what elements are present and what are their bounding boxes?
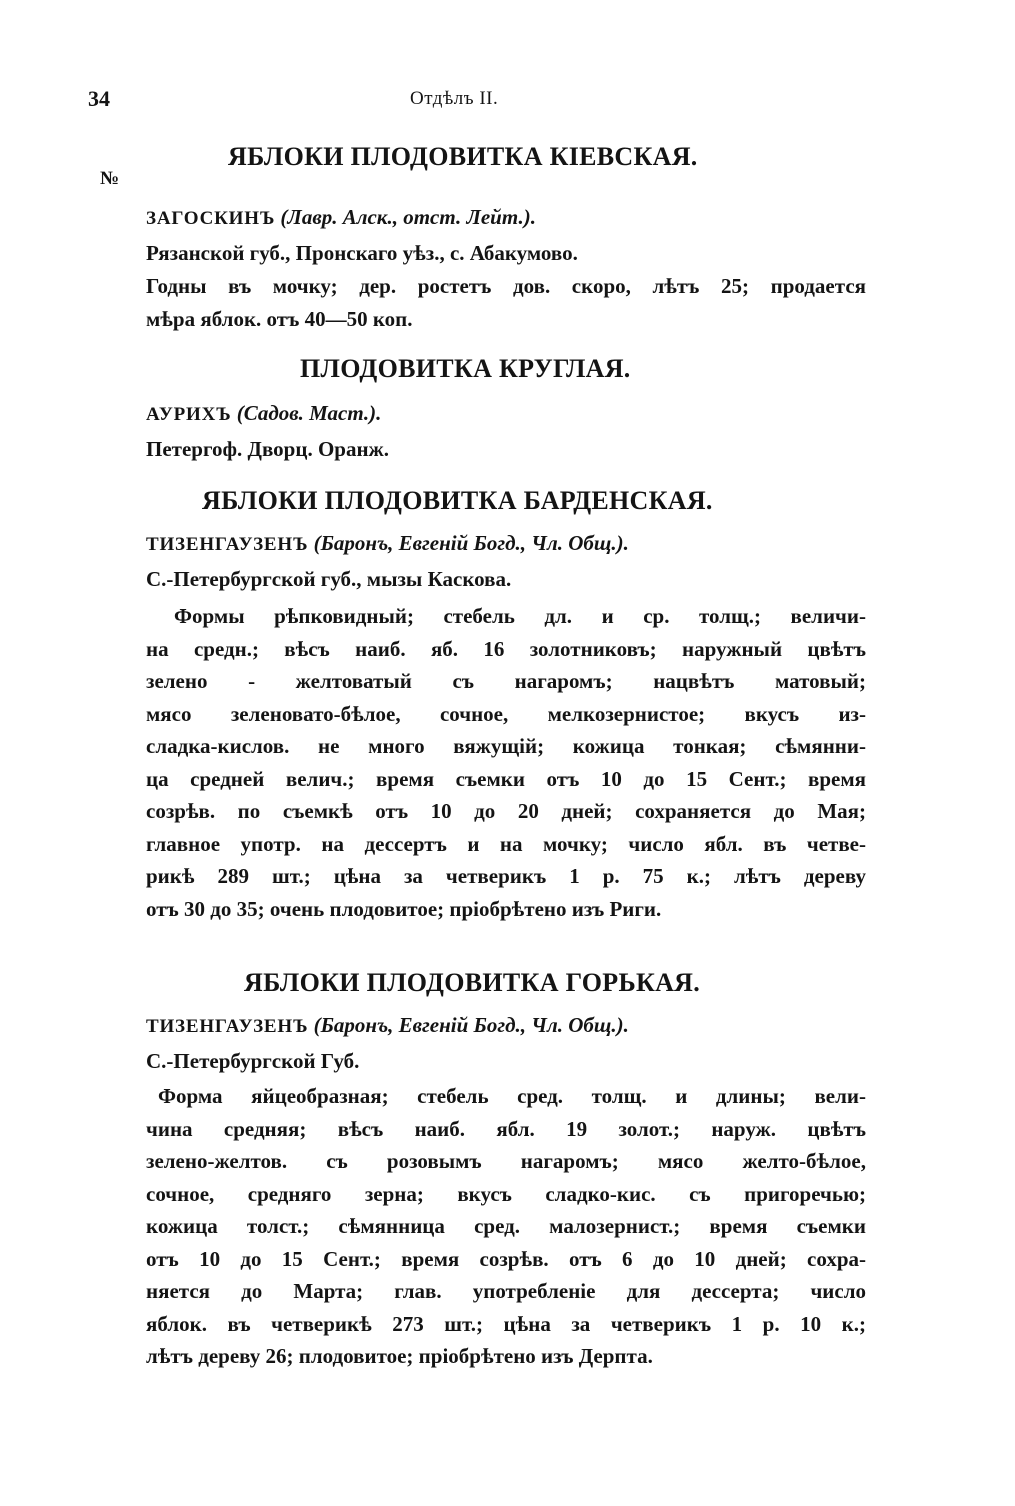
section-title: ПЛОДОВИТКА КРУГЛАЯ. xyxy=(300,354,631,383)
section-title: ЯБЛОКИ ПЛОДОВИТКА БАРДЕНСКАЯ. xyxy=(202,486,713,515)
numero-label: № xyxy=(100,168,120,189)
description-line: сладка-кислов. не много вяжущій; кожица тонкая; сѣмянни- xyxy=(146,734,866,758)
description-line: отъ 30 до 35; очень плодовитое; пріобрѣтено изъ Риги. xyxy=(146,896,662,921)
place-line: С.-Петербургской Губ. xyxy=(146,1049,360,1073)
page-header xyxy=(80,86,880,116)
author-role: (Садов. Маст.). xyxy=(236,401,382,425)
description-line: главное употр. на дессертъ и на мочку; число ябл. въ четве- xyxy=(146,831,866,856)
description-line: ца средней велич.; время съемки отъ 10 до 15 Сент.; время xyxy=(146,766,866,791)
description-line: чина средняя; вѣсъ наиб. ябл. 19 золот.; наруж. цвѣтъ xyxy=(146,1116,866,1141)
description xyxy=(146,270,866,335)
description-line: няется до Марта; глав. употребленіе для дессерта; число xyxy=(146,1279,866,1303)
description-line: кожица толст.; сѣмянница сред. малозернист.; время съемки xyxy=(146,1214,866,1238)
place-line: Петергоф. Дворц. Оранж. xyxy=(146,437,390,461)
description-line: на средн.; вѣсъ наиб. яб. 16 золотниковъ; наружный цвѣтъ xyxy=(146,636,866,661)
description xyxy=(146,600,866,925)
entry-gorkaya xyxy=(146,966,866,1373)
place-line: Рязанской губ., Пронскаго уѣз., с. Абакумово. xyxy=(146,241,578,265)
description-line: мясо зеленовато-бѣлое, сочное, мелкозернистое; вкусъ из- xyxy=(146,701,866,726)
description-line: яблок. въ четверикѣ 273 шт.; цѣна за четверикъ 1 р. 10 к.; xyxy=(146,1311,866,1336)
description-line: Годны въ мочку; дер. ростетъ дов. скоро, лѣтъ 25; продается xyxy=(146,274,866,298)
description-line: созрѣв. по съемкѣ отъ 10 до 20 дней; сохраняется до Мая; xyxy=(146,799,866,823)
description-line: лѣтъ дереву 26; плодовитое; пріобрѣтено изъ Дерпта. xyxy=(146,1344,653,1368)
page-number: 34 xyxy=(88,86,110,111)
description-line: рикѣ 289 шт.; цѣна за четверикъ 1 р. 75 к.; лѣтъ дереву xyxy=(146,864,866,888)
author-name: ТИЗЕНГАУЗЕНЪ xyxy=(146,1016,309,1037)
author-line xyxy=(146,1008,866,1044)
author-role: (Баронъ, Евгеній Богд., Чл. Общ.). xyxy=(313,1013,629,1037)
section-title: ЯБЛОКИ ПЛОДОВИТКА КІЕВСКАЯ. xyxy=(228,142,698,171)
place-line: С.-Петербургской губ., мызы Каскова. xyxy=(146,567,512,591)
entry-kievskaya xyxy=(146,140,866,335)
description xyxy=(146,1080,866,1373)
description-line: зелено-желтов. съ розовымъ нагаромъ; мясо желто-бѣлое, xyxy=(146,1149,866,1173)
author-line xyxy=(146,200,866,236)
author-name: ТИЗЕНГАУЗЕНЪ xyxy=(146,534,309,555)
section-title: ЯБЛОКИ ПЛОДОВИТКА ГОРЬКАЯ. xyxy=(244,968,701,997)
author-line xyxy=(146,526,866,562)
entry-kruglaya xyxy=(146,352,866,466)
description-line: зелено - желтоватый съ нагаромъ; нацвѣтъ матовый; xyxy=(146,669,866,693)
author-line xyxy=(146,396,866,432)
author-role: (Лавр. Алск., отст. Лейт.). xyxy=(280,205,536,229)
description-line: Форма яйцеобразная; стебель сред. толщ. и длины; вели- xyxy=(158,1084,866,1108)
description-line: Формы рѣпковидный; стебель дл. и ср. толщ.; величи- xyxy=(174,604,866,628)
author-name: АУРИХЪ xyxy=(146,404,232,425)
author-role: (Баронъ, Евгеній Богд., Чл. Общ.). xyxy=(313,531,629,555)
description-line: мѣра яблок. отъ 40—50 коп. xyxy=(146,306,413,331)
description-line: отъ 10 до 15 Сент.; время созрѣв. отъ 6 до 10 дней; сохра- xyxy=(146,1246,866,1271)
entry-bardenskaya xyxy=(146,484,866,925)
description-line: сочное, средняго зерна; вкусъ сладко-кис. съ пригоречью; xyxy=(146,1181,866,1206)
author-name: ЗАГОСКИНЪ xyxy=(146,208,276,229)
running-head: Отдѣлъ II. xyxy=(410,88,499,109)
